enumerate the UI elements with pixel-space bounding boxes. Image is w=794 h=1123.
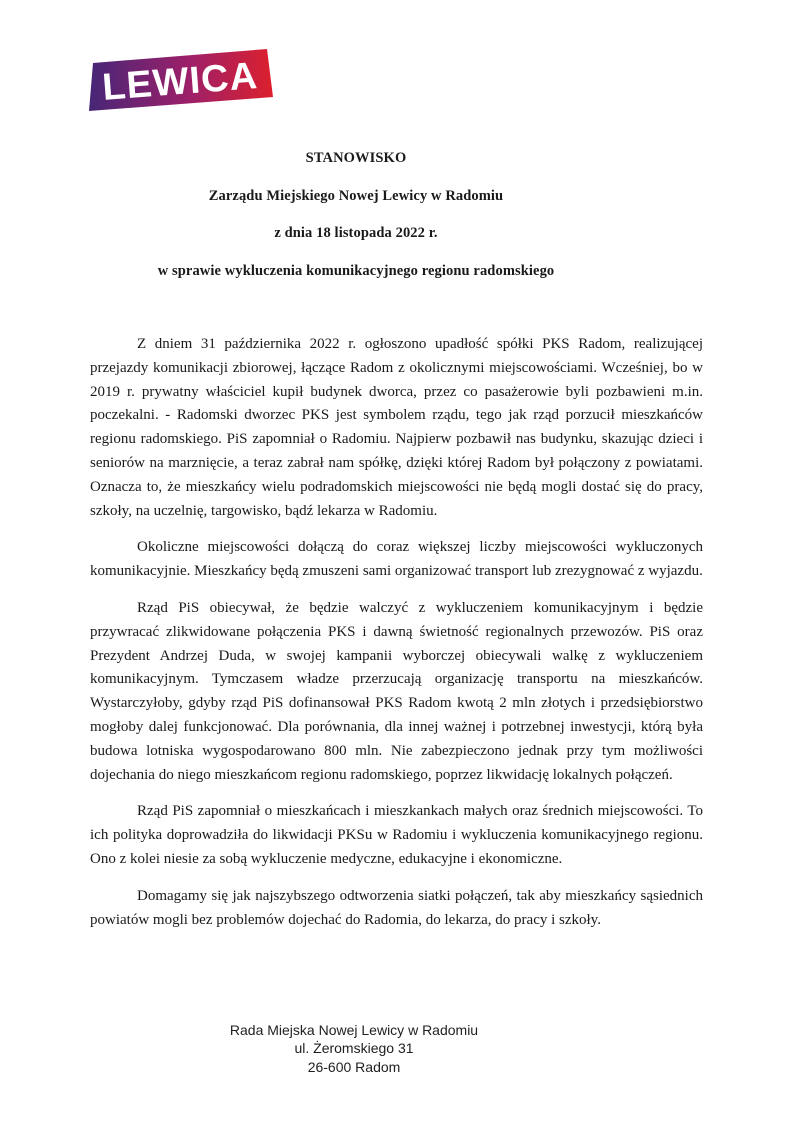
footer-city: 26-600 Radom [307, 1058, 401, 1075]
lewica-logo [80, 30, 280, 120]
heading-date: z dnia 18 listopada 2022 r. [274, 225, 438, 242]
document-footer [90, 1021, 618, 1076]
heading-subject: w sprawie wykluczenia komunikacyjnego regionu radomskiego [157, 262, 555, 279]
logo-wordmark: LEWICA [100, 55, 260, 109]
paragraph-5: Domagamy się jak najszybszego odtworzenia siatki połączeń, tak aby mieszkańcy sąsiednich powiatów mogli bez problemów dojechać do Radomia, do lekarza, do pracy i szkoły. [90, 887, 703, 928]
heading-title: STANOWISKO [305, 150, 407, 166]
paragraph-2: Okoliczne miejscowości dołączą do coraz większej liczby miejscowości wykluczonych komunikacyjnie. Mieszkańcy będą zmuszeni sami organizować transport lub zrezygnować z wyjazdu. [90, 539, 703, 580]
lewica-logo-icon [80, 30, 280, 120]
paragraph-1: Z dniem 31 października 2022 r. ogłoszono upadłość spółki PKS Radom, realizującej przejazdy komunikacji zbiorowej, łączące Radom z okolicznymi miejscowościami. Wcześniej, bo w 2019 r. prywatny właściciel kupił budynek dworca, przez co pasażerowie byli pozbawieni m.in. poczekalni. - Radomski dworzec PKS jest symbolem rządu, tego jak rząd porzucił mieszkańców regionu radomskiego. PiS zapomniał o Radomiu. Najpierw pozbawił nas budynku, skazując dzieci i seniorów na marznięcie, a teraz zabrał nam spółkę, dzięki której Radom był połączony z powiatami. Oznacza to, że mieszkańcy wielu podradomskich miejscowości nie będą mogli dostać się do pracy, szkoły, na uczelnię, targowisko, bądź lekarza w Radomiu. [90, 336, 703, 519]
footer-organization: Rada Miejska Nowej Lewicy w Radomiu [229, 1022, 479, 1038]
document-body [90, 333, 703, 945]
heading-issuer: Zarządu Miejskiego Nowej Lewicy w Radomiu [208, 187, 504, 204]
document-header [90, 140, 622, 290]
footer-street: ul. Żeromskiego 31 [294, 1040, 414, 1057]
paragraph-3: Rząd PiS obiecywał, że będzie walczyć z wykluczeniem komunikacyjnym i będzie przywracać zlikwidowane połączenia PKS i dawną świetność regionalnych przewozów. PiS oraz Prezydent Andrzej Duda, w swojej kampanii wyborczej obiecywali walkę z wykluczeniem komunikacyjnym. Tymczasem władze przerzucają organizację transportu na mieszkańców. Wystarczyłoby, gdyby rząd PiS dofinansował PKS Radom kwotą 2 mln złotych i przedsiębiorstwo mogłoby dalej funkcjonować. Dla porównania, dla innej ważnej i potrzebnej inwestycji, którą była budowa lotniska wygospodarowano 800 mln. Nie zabezpieczono jednak przy tym możliwości dojechania do niego mieszkańcom regionu radomskiego, poprzez likwidację lokalnych połączeń. [90, 599, 703, 783]
paragraph-4: Rząd PiS zapomniał o mieszkańcach i mieszkankach małych oraz średnich miejscowości. To ich polityka doprowadziła do likwidacji PKSu w Radomiu i wykluczenia komunikacyjnego regionu. Ono z kolei niesie za sobą wykluczenie medyczne, edukacyjne i ekonomiczne. [90, 803, 703, 867]
